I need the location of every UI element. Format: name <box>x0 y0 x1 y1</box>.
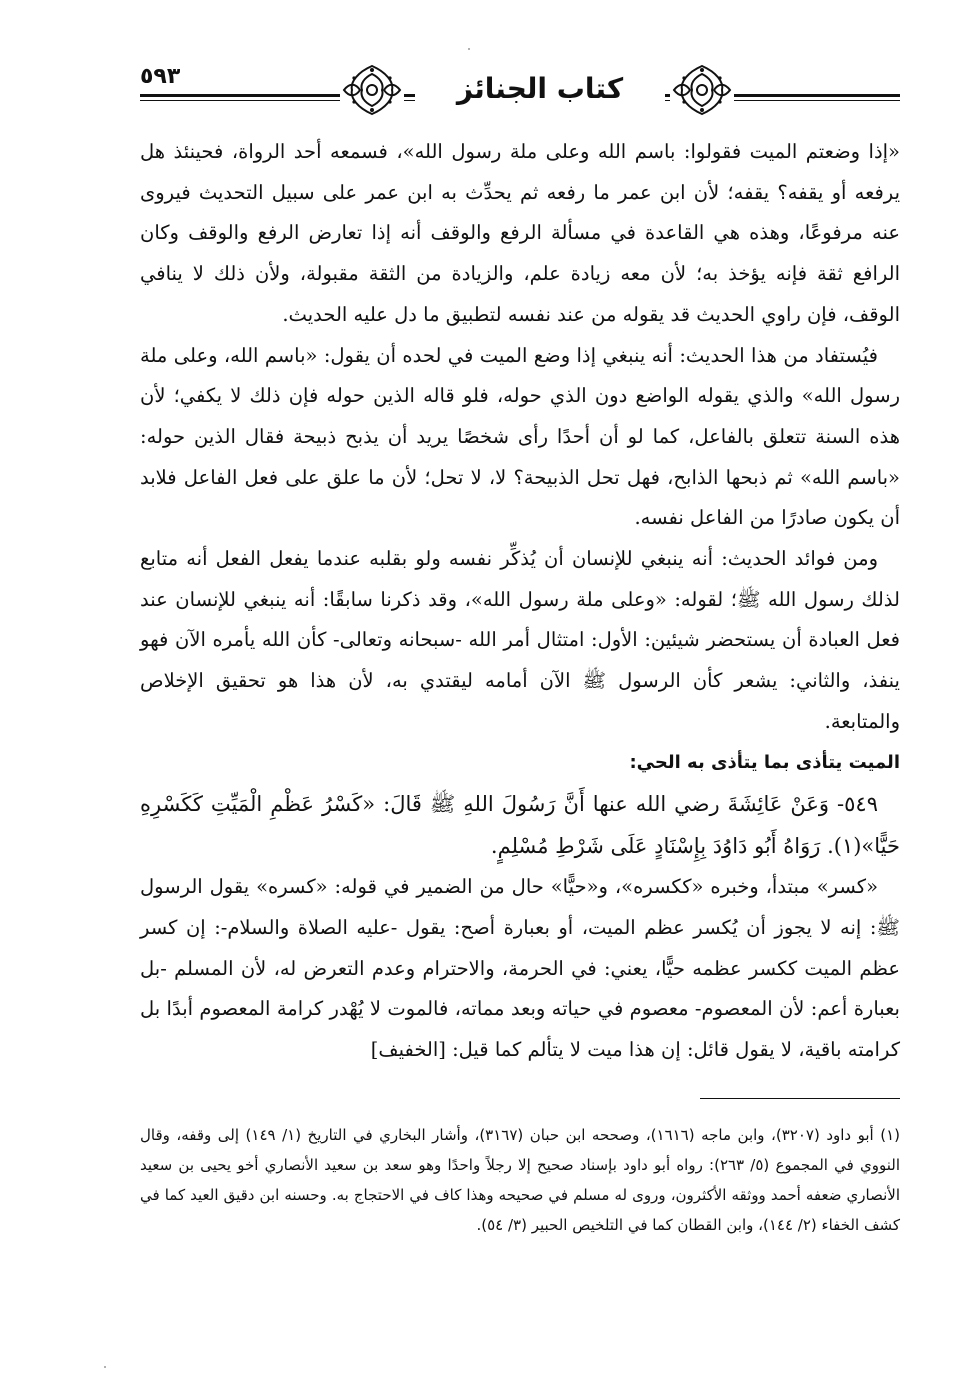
page-number: ٥٩٣ <box>140 64 181 89</box>
paragraph: «إذا وضعتم الميت فقولوا: باسم الله وعلى ملة رسول الله»، فسمعه أحد الرواة، فحينئذ هل يرفعه أو يقفه؟ يقفه؛ لأن ابن عمر ما رفعه ثم يحدِّث به ابن عمر على سبيل التحديث فيروى عنه مرفوعًا، وهذه هي القاعدة في مسألة الرفع والوقف أنه إذا تعارض الرفع والوقف وكان الرافع ثقة فإنه يؤخذ به؛ لأن معه زيادة علم، والزيادة من الثقة مقبولة، ولأن ذلك لا ينافي الوقف، فإن راوي الحديث قد يقوله من عند نفسه لتطبيق ما دل عليه الحديث. <box>140 140 900 326</box>
main-text <box>140 132 900 1071</box>
hadith-text: ٥٤٩- وَعَنْ عَائِشَةَ رضي الله عنها أَنَّ رَسُولَ اللهِ ﷺ قَالَ: «كَسْرُ عَظْمِ الْمَيِّتِ كَكَسْرِهِ حَيًّا»(١). رَوَاهُ أَبُو دَاوُدَ بِإِسْنَادٍ عَلَى شَرْطِ مُسْلِمٍ. <box>140 792 900 859</box>
ornament-right-icon <box>670 62 734 118</box>
footnotes <box>140 1120 900 1240</box>
scan-speck <box>104 1366 106 1368</box>
ornament-left-icon <box>340 62 404 118</box>
footnote-divider <box>700 1098 900 1099</box>
paragraph: فيُستفاد من هذا الحديث: أنه ينبغي إذا وضع الميت في لحده أن يقول: «باسم الله، وعلى ملة رسول الله» والذي يقوله الواضع دون الذي حوله، فلو قاله الذين حوله فإن ذلك لا يكفي؛ لأن هذه السنة تتعلق بالفاعل، كما لو أن أحدًا رأى شخصًا يريد أن يذبح ذبيحة فقال الذين حوله: «باسم الله» ثم ذبحها الذابح، فهل تحل الذبيحة؟ لا، لا تحل؛ لأن ما علق على فعل الفاعل فلابد أن يكون صادرًا من الفاعل نفسه. <box>140 343 900 530</box>
scan-speck <box>468 48 470 50</box>
section-heading: الميت يتأذى بما يتأذى به الحي: <box>629 751 900 773</box>
footnote: (١) أبو داود (٣٢٠٧)، وابن ماجه (١٦١٦)، وصححه ابن حبان (٣١٦٧)، وأشار البخاري في التاريخ (١/ ١٤٩) إلى وقفه، وقال النووي في المجموع (٥/ ٢٦٣): رواه أبو داود بإسناد صحيح إلا رجلاً واحدًا وهو سعد بن سعيد الأنصاري أخو يحيى بن سعيد الأنصاري ضعفه أحمد ووثقه الأكثرون، وروى له مسلم في صحيحه وهذا كاف في الاحتجاج به. وحسنه ابن دقيق العيد كما في كشف الخفاء (٢/ ١٤٤)، وابن القطان كما في التلخيص الحبير (٣/ ٥٤). <box>140 1126 900 1234</box>
paragraph: ومن فوائد الحديث: أنه ينبغي للإنسان أن يُذكِّر نفسه ولو بقلبه عندما يفعل الفعل أنه متابع لذلك رسول الله ﷺ؛ لقوله: «وعلى ملة رسول الله»، وقد ذكرنا سابقًا: أنه ينبغي للإنسان عند فعل العبادة أن يستحضر شيئين: الأول: امتثال أمر الله -سبحانه وتعالى- كأن الله يأمره الآن فهو ينفذ، والثاني: يشعر كأن الرسول ﷺ الآن أمامه ليقتدي به، لأن هذا هو تحقيق الإخلاص والمتابعة. <box>140 547 900 733</box>
chapter-title: كتاب الجنائز <box>415 72 665 105</box>
page-header <box>140 58 900 128</box>
paragraph: «كسر» مبتدأ، وخبره «ككسره»، و«حيًّا» حال من الضمير في قوله: «كسره» يقول الرسول ﷺ: إنه لا يجوز أن يُكسر عظم الميت، أو بعبارة أصح: يقول -عليه الصلاة والسلام-: إن كسر عظم الميت ككسر عظمه حيًّا، يعني: في الحرمة، والاحترام وعدم التعرض له، لأن المسلم -بل بعبارة أعم: لأن المعصوم- معصوم في حياته وبعد مماته، فالموت لا يُهْدر كرامة المعصوم أبدًا بل كرامته باقية، لا يقول قائل: إن هذا ميت لا يتألم كما قيل: [الخفيف] <box>140 875 900 1062</box>
